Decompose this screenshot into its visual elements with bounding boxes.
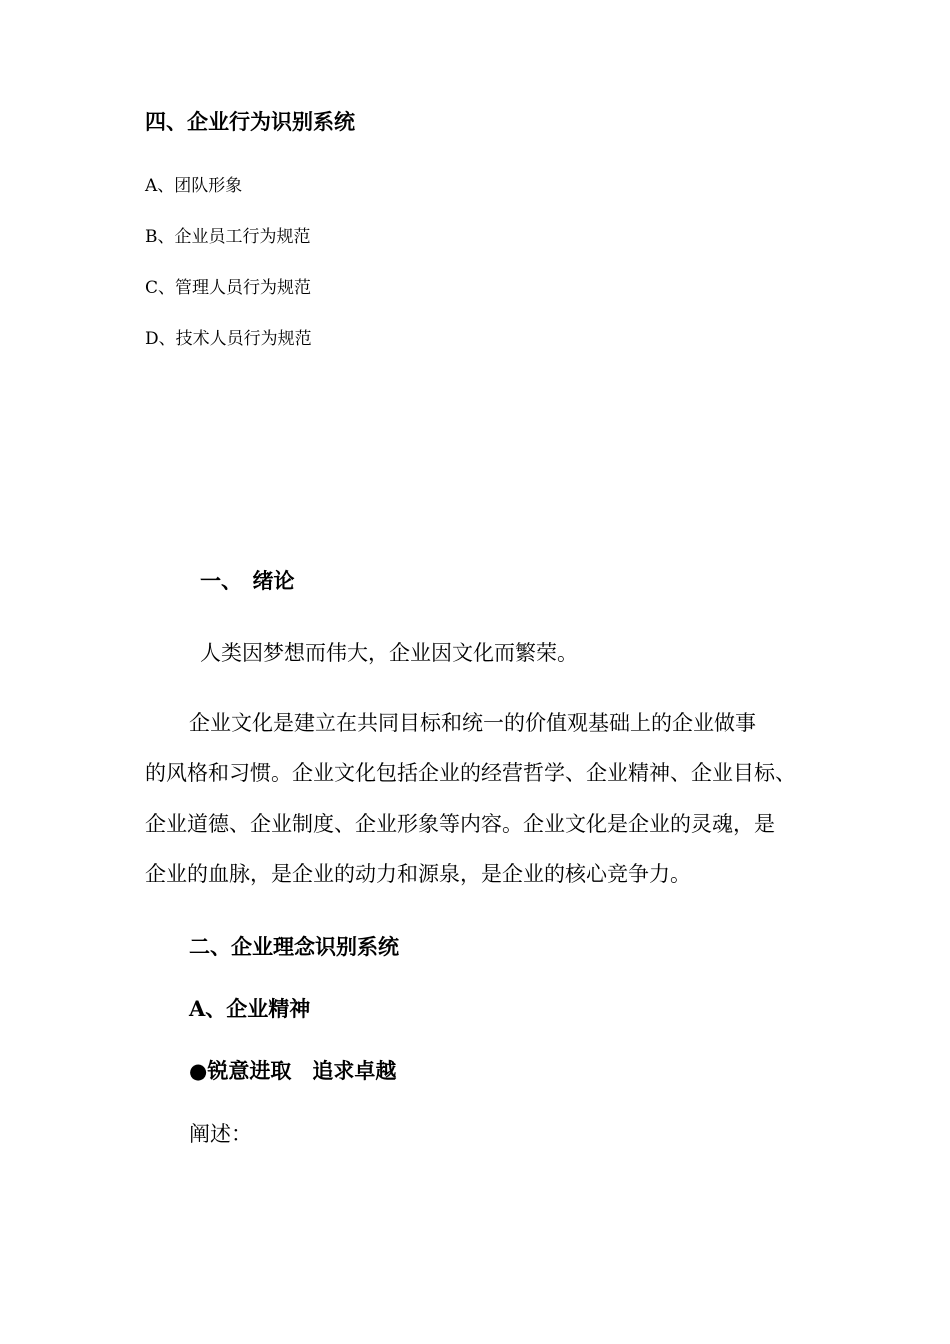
paragraph-line-3: 企业道德、企业制度、企业形象等内容。企业文化是企业的灵魂，是 <box>145 812 775 836</box>
slogan-text: 人类因梦想而伟大，企业因文化而繁荣。 <box>200 641 578 665</box>
paragraph-line-2: 的风格和习惯。企业文化包括企业的经营哲学、企业精神、企业目标、 <box>145 761 796 785</box>
list-item-employee-conduct: B、企业员工行为规范 <box>145 227 311 247</box>
list-item-technical-conduct: D、技术人员行为规范 <box>145 329 312 349</box>
bullet-spirit-motto: ●锐意进取 追求卓越 <box>189 1058 397 1083</box>
paragraph-line-1: 企业文化是建立在共同目标和统一的价值观基础上的企业做事 <box>189 711 756 735</box>
paragraph-line-4: 企业的血脉，是企业的动力和源泉，是企业的核心竞争力。 <box>145 862 691 886</box>
list-item-management-conduct: C、管理人员行为规范 <box>145 278 312 298</box>
section-title-introduction: 一、 绪论 <box>200 568 295 593</box>
elaboration-label: 阐述： <box>189 1122 252 1146</box>
section-title-concept-identity: 二、企业理念识别系统 <box>189 934 399 959</box>
list-item-team-image: A、团队形象 <box>145 176 243 196</box>
section-title-behavior-identity: 四、企业行为识别系统 <box>145 109 355 134</box>
subsection-title-enterprise-spirit: A、企业精神 <box>189 996 311 1021</box>
